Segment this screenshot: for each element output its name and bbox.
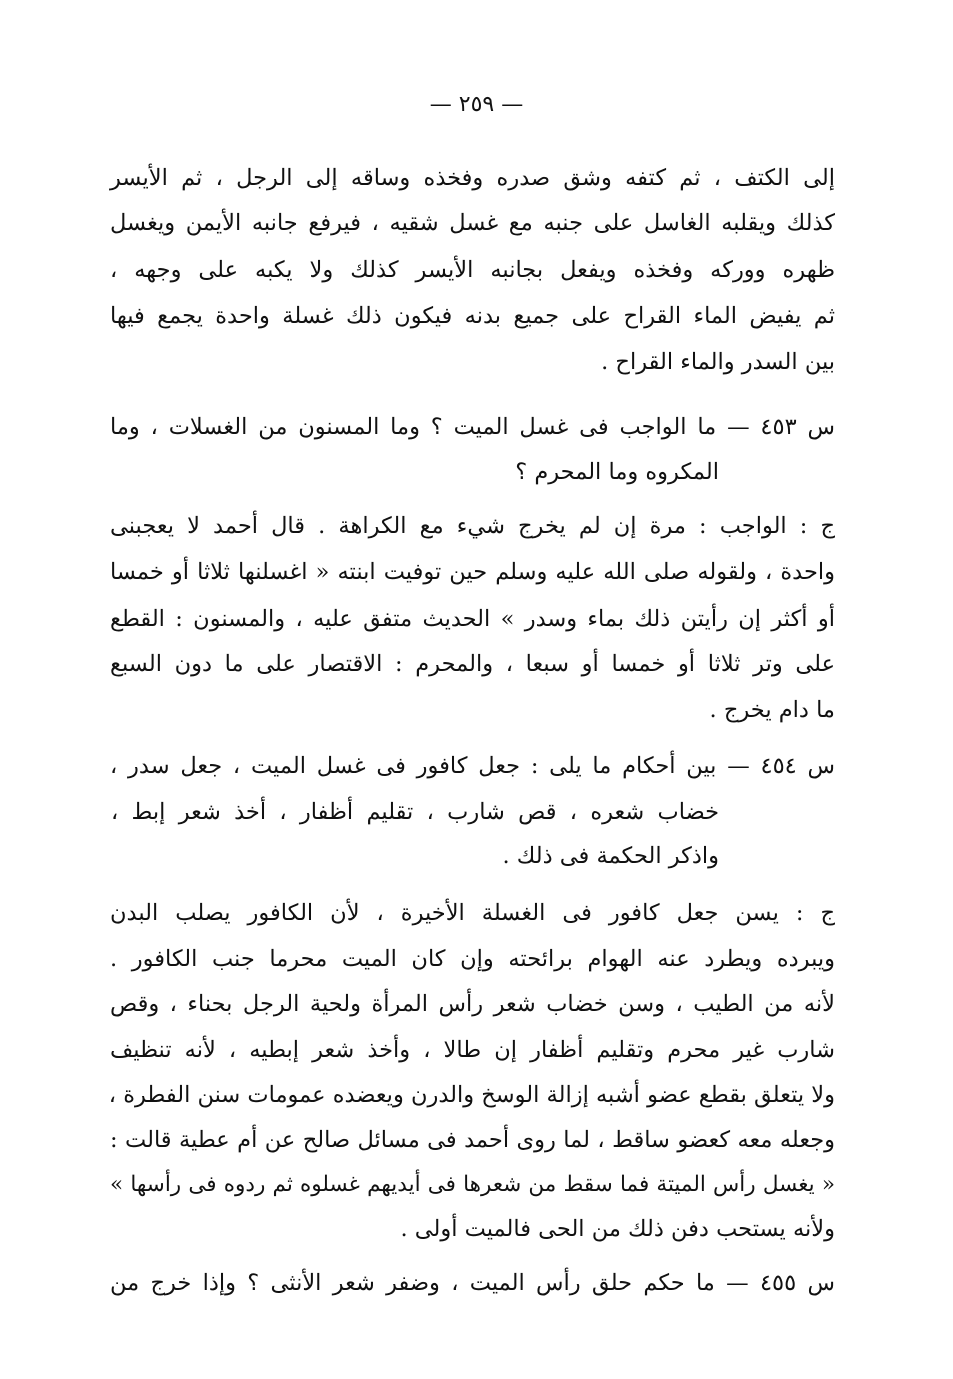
text-line: إلى الكتف ، ثم كتفه وشق صدره وفخذه وساقه إلى الرجل ، ثم الأيسر xyxy=(110,165,835,191)
question-line: س ٤٥٤ — بين أحكام ما يلى : جعل كافور فى غسل الميت ، جعل سدر ، xyxy=(110,753,836,779)
text-line: ثم يفيض الماء القراح على جميع بدنه فيكون ذلك غسلة واحدة يجمع فيها xyxy=(110,303,835,329)
text-line: ظهره ووركه وفخذه ويفعل بجانبه الأيسر كذلك ولا يكبه على وجهه ، xyxy=(110,257,835,283)
answer-line: واحدة ، ولقوله صلى الله عليه وسلم حين توفيت ابنته « اغسلنها ثلاثا أو خمسا xyxy=(110,559,835,585)
answer-line: شارب غير محرم وتقليم أظفار إن طالا ، وأخذ شعر إبطيه ، لأنه تنظيف xyxy=(110,1037,835,1063)
question-line: المكروه وما المحرم ؟ xyxy=(515,459,719,485)
text-line: بين السدر والماء القراح . xyxy=(601,349,835,375)
answer-line: ولا يتعلق بقطع عضو أشبه إزالة الوسخ والدرن ويعضده عمومات سنن الفطرة ، xyxy=(108,1082,835,1108)
question-line: س ٤٥٥ — ما حكم حلق رأس الميت ، وضفر شعر الأنثى ؟ وإذا خرج من xyxy=(110,1270,835,1296)
question-line: خضاب شعره ، قص شارب ، تقليم أظفار ، أخذ شعر إبط ، xyxy=(111,799,719,825)
question-line: واذكر الحكمة فى ذلك . xyxy=(502,843,719,869)
page-number: — ٢٥٩ — xyxy=(429,92,524,117)
answer-line: ج : يسن جعل كافور فى الغسلة الأخيرة ، لأن الكافور يصلب البدن xyxy=(110,900,835,926)
answer-line: على وتر ثلاثا أو خمسا أو سبعا ، والمحرم : الاقتصار على ما دون السبع xyxy=(110,651,835,677)
answer-line: ولأنه يستحب دفن ذلك من الحى فالميت أولى . xyxy=(400,1216,835,1242)
answer-line: وجعله معه كعضو ساقط ، لما روى أحمد فى مسائل صالح عن أم عطية قالت : xyxy=(110,1127,835,1153)
answer-line: لأنه من الطيب ، وسن خضاب شعر رأس المرأة ولحية الرجل بحناء ، وقص xyxy=(110,991,835,1017)
answer-line: « يغسل رأس الميتة فما سقط من شعرها فى أيديهم غسلوه ثم ردوه فى رأسها » xyxy=(110,1172,835,1197)
answer-line: ج : الواجب : مرة إن لم يخرج شيء مع الكراهة . قال أحمد لا يعجبنى xyxy=(110,513,835,539)
question-line: س ٤٥٣ — ما الواجب فى غسل الميت ؟ وما المسنون من الغسلات ، وما xyxy=(110,414,835,440)
answer-line: ما دام يخرج . xyxy=(709,697,835,723)
answer-line: ويبرده ويطرد عنه الهوام برائحته وإن كان الميت محرما جنب الكافور . xyxy=(110,946,835,972)
text-line: كذلك ويقلبه الغاسل على جنبه مع غسل شقيه ، فيرفع جانبه الأيمن ويغسل xyxy=(110,210,835,236)
answer-line: أو أكثر إن رأيتن ذلك بماء وسدر » الحديث متفق عليه ، والمسنون : القطع xyxy=(110,606,835,632)
